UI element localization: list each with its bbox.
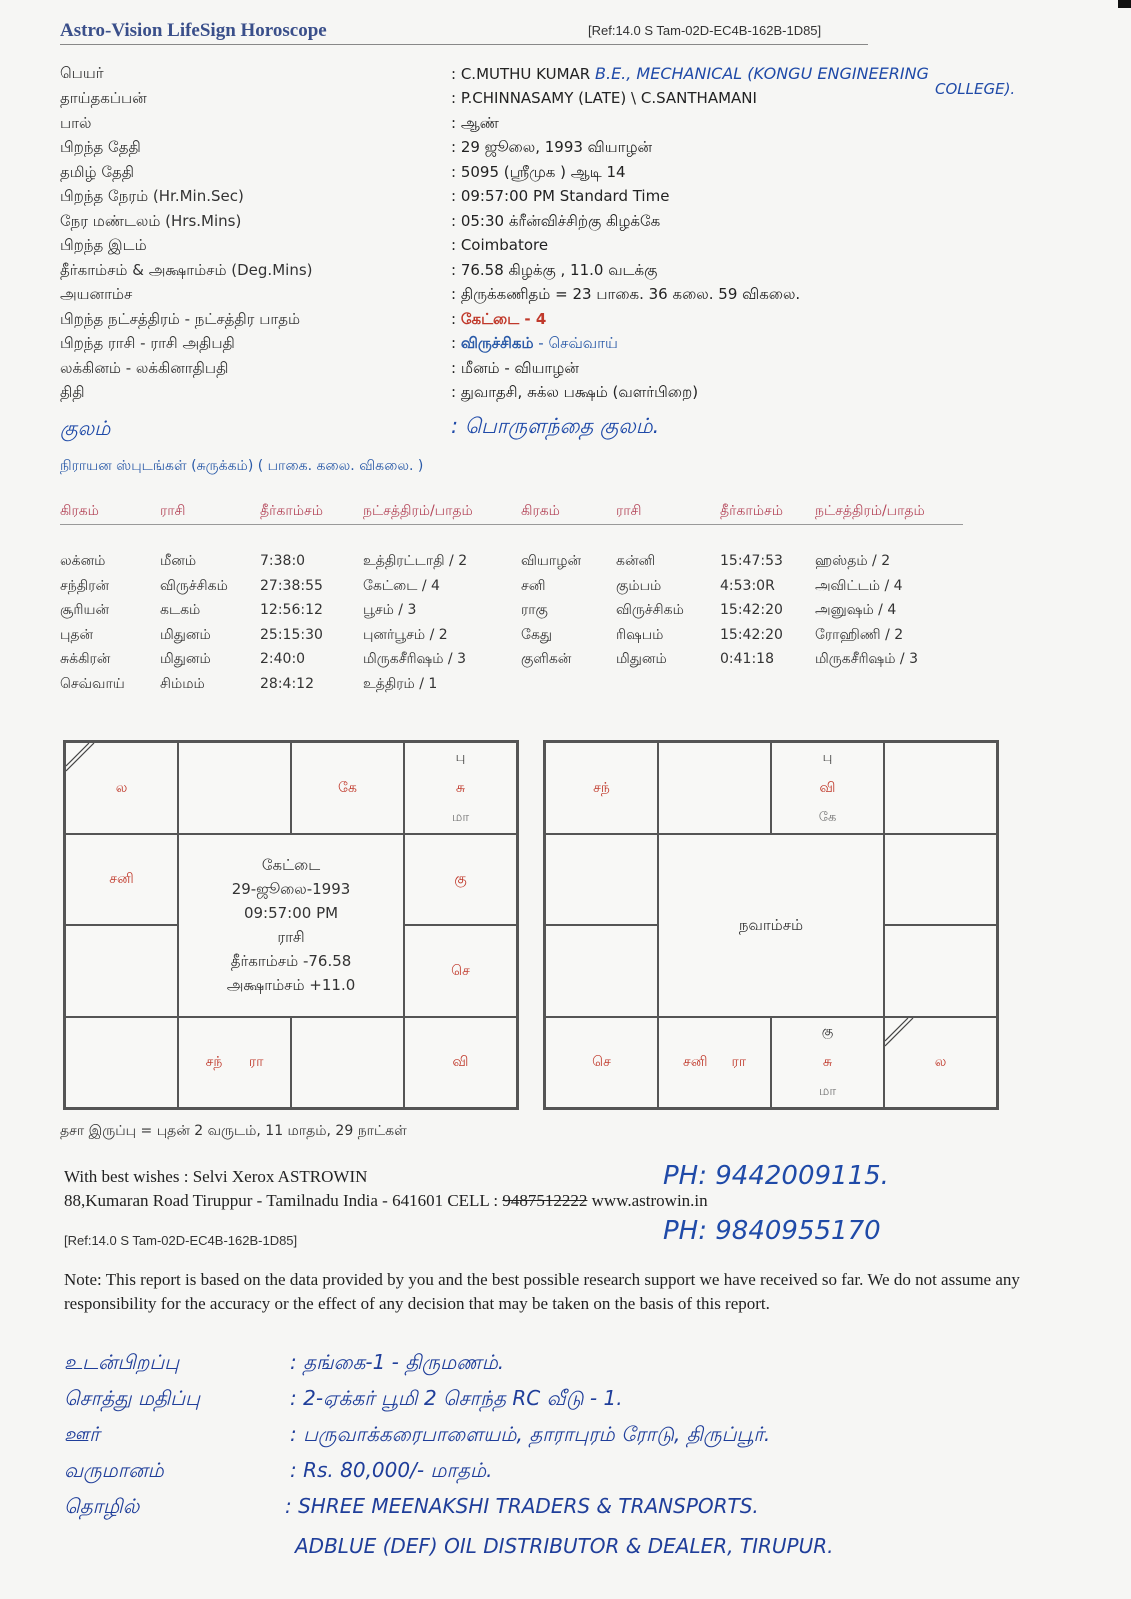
detail-label: தமிழ் தேதி: [60, 163, 135, 181]
rasi-house-c03: [404, 742, 517, 834]
lagna-marker-icon: [885, 1018, 925, 1048]
detail-label: பிறந்த நேரம் (Hr.Min.Sec): [60, 187, 244, 205]
planet-right-cell: மிதுனம்: [616, 651, 667, 667]
detail-label: பிறந்த இடம்: [60, 236, 147, 254]
planet-right-cell: 15:42:20: [720, 602, 783, 618]
planets-title: நிராயன ஸ்புடங்கள் (சுருக்கம்) ( பாகை. கலை. விகலை. ): [60, 458, 424, 474]
hw-label: சொத்து மதிப்பு: [64, 1386, 201, 1410]
detail-label: பால்: [60, 114, 92, 132]
rasi-center-line: தீர்காம்சம் -76.58: [230, 952, 352, 970]
planet-table-header: [60, 503, 963, 525]
dasa-balance: தசா இருப்பு = புதன் 2 வருடம், 11 மாதம், 29 நாட்கள்: [60, 1123, 407, 1139]
planet-right-cell: கன்னி: [616, 553, 656, 569]
hw-value: ADBLUE (DEF) OIL DISTRIBUTOR & DEALER, TIRUPUR.: [295, 1534, 834, 1558]
footer-cell: 9487512222: [502, 1191, 588, 1210]
col-header: தீர்காம்சம்: [720, 503, 783, 519]
rasi-planet-label: சு: [455, 779, 466, 796]
planet-left-cell: உத்திரம் / 1: [363, 675, 438, 692]
navamsa-house-c13: [884, 834, 997, 926]
planet-right-cell: 4:53:0R: [720, 577, 775, 594]
navamsa-center-line: நவாம்சம்: [738, 916, 804, 934]
navamsa-house-c32: [771, 1017, 884, 1109]
col-header: நட்சத்திரம்/பாதம்: [363, 503, 473, 519]
rasi-planet-label: ரா: [248, 1054, 264, 1071]
planet-left-cell: கடகம்: [160, 602, 201, 618]
navamsa-house-c02: [771, 742, 884, 834]
navamsa-house-c01: [658, 742, 771, 834]
navamsa-house-c00: [545, 742, 658, 834]
detail-label: பிறந்த நட்சத்திரம் - நட்சத்திர பாதம்: [60, 310, 301, 328]
footer-ref: [Ref:14.0 S Tam-02D-EC4B-162B-1D85]: [64, 1233, 298, 1248]
rasi-planet-label: மா: [451, 809, 470, 825]
rasi-center-line: கேட்டை: [261, 856, 321, 874]
detail-value: : திருக்கணிதம் = 23 பாகை. 36 கலை. 59 விகலை.: [451, 285, 801, 303]
planet-right-cell: விருச்சிகம்: [616, 602, 684, 618]
detail-label: தீர்காம்சம் & அக்ஷாம்சம் (Deg.Mins): [60, 261, 313, 279]
detail-label: பெயர்: [60, 64, 104, 82]
detail-label: தாய்தகப்பன்: [60, 89, 147, 107]
col-header: ராசி: [160, 503, 186, 519]
hw-label: தொழில்: [64, 1494, 140, 1518]
detail-value: : விருச்சிகம் - செவ்வாய்: [451, 334, 618, 352]
rasi-planet-label: வி: [452, 1054, 469, 1071]
detail-label: லக்கினம் - லக்கினாதிபதி: [60, 359, 229, 377]
planet-left-cell: 27:38:55: [260, 577, 323, 594]
planet-right-cell: அனுஷம் / 4: [815, 602, 897, 618]
rasi-house-c31: [178, 1017, 291, 1109]
rasi-house-c02: [291, 742, 404, 834]
planet-right-cell: ஹஸ்தம் / 2: [815, 553, 891, 569]
navamsa-planet-label: ல: [934, 1054, 947, 1071]
planet-left-cell: புனர்பூசம் / 2: [363, 626, 448, 643]
rasi-planet-label: சனி: [109, 871, 134, 888]
rasi-center-line: ராசி: [277, 928, 305, 946]
detail-value: : ஆண்: [451, 114, 499, 132]
detail-value: : Coimbatore: [451, 236, 549, 254]
navamsa-chart: [543, 740, 999, 1110]
navamsa-house-c30: [545, 1017, 658, 1109]
planet-left-cell: மீனம்: [160, 553, 197, 569]
rasi-planet-label: சந்: [205, 1054, 223, 1071]
handwritten-phone-1: PH: 9442009115.: [663, 1161, 889, 1191]
rasi-chart: [63, 740, 519, 1110]
navamsa-planet-label: கே: [818, 809, 837, 825]
navamsa-house-c31: [658, 1017, 771, 1109]
header-divider: [60, 44, 868, 45]
detail-value: : 76.58 கிழக்கு , 11.0 வடக்கு: [451, 261, 658, 279]
rasi-center-line: 09:57:00 PM: [243, 904, 339, 922]
planet-left-cell: சந்திரன்: [60, 577, 110, 594]
detail-value: : துவாதசி, சுக்ல பக்ஷம் (வளர்பிறை): [451, 383, 699, 401]
hw-value: : தங்கை-1 - திருமணம்.: [290, 1350, 505, 1374]
planet-right-cell: வியாழன்: [521, 553, 582, 569]
rasi-house-c30: [65, 1017, 178, 1109]
planet-right-cell: ரோஹிணி / 2: [815, 626, 904, 643]
report-ref: [Ref:14.0 S Tam-02D-EC4B-162B-1D85]: [588, 23, 822, 38]
handwritten-kulam-label: குலம்: [60, 416, 111, 440]
detail-label: திதி: [60, 383, 85, 401]
detail-value: : மீனம் - வியாழன்: [451, 359, 579, 377]
planet-right-cell: கும்பம்: [616, 577, 662, 594]
planet-left-cell: 7:38:0: [260, 553, 306, 569]
detail-label: பிறந்த ராசி - ராசி அதிபதி: [60, 334, 235, 352]
footer-wishes: With best wishes : Selvi Xerox ASTROWIN: [64, 1167, 368, 1186]
detail-value: : கேட்டை - 4: [451, 310, 547, 328]
planet-left-cell: மிருகசீரிஷம் / 3: [363, 651, 466, 667]
detail-value: : 09:57:00 PM Standard Time: [451, 187, 670, 205]
planet-left-cell: 2:40:0: [260, 651, 306, 667]
navamsa-planet-label: ரா: [731, 1054, 747, 1071]
detail-label: பிறந்த தேதி: [60, 138, 141, 156]
hw-label: உடன்பிறப்பு: [64, 1350, 180, 1374]
planet-left-cell: புதன்: [60, 626, 94, 643]
detail-value: : 5095 (ஸ்ரீமுக ) ஆடி 14: [451, 163, 626, 181]
navamsa-planet-label: செ: [592, 1054, 611, 1071]
handwritten-college: COLLEGE).: [935, 80, 1016, 98]
planet-left-cell: பூசம் / 3: [363, 602, 417, 618]
rasi-planet-label: பு: [455, 749, 466, 765]
planet-left-cell: 28:4:12: [260, 675, 314, 692]
hw-value: : 2-ஏக்கர் பூமி 2 சொந்த RC வீடு - 1.: [290, 1386, 623, 1410]
rasi-house-c10: [65, 834, 178, 926]
planet-left-cell: 12:56:12: [260, 602, 323, 618]
rasi-planet-label: கு: [454, 871, 467, 888]
rasi-center-line: 29-ஜூலை-1993: [231, 880, 351, 898]
planet-left-cell: விருச்சிகம்: [160, 577, 228, 594]
planet-right-cell: சனி: [521, 577, 546, 594]
planet-right-cell: கேது: [521, 626, 553, 643]
planet-left-cell: 25:15:30: [260, 626, 323, 643]
hw-label: ஊர்: [64, 1422, 100, 1446]
rasi-house-c33: [404, 1017, 517, 1109]
planet-right-cell: ரிஷபம்: [616, 626, 664, 643]
col-header: தீர்காம்சம்: [260, 503, 323, 519]
handwritten-phone-2: PH: 9840955170: [663, 1216, 881, 1246]
col-header: ராசி: [616, 503, 642, 519]
hw-label: வருமானம்: [64, 1458, 164, 1482]
rasi-center-line: அக்ஷாம்சம் +11.0: [226, 976, 356, 994]
planet-right-cell: ராகு: [521, 602, 548, 618]
corner-mark: [1118, 0, 1131, 8]
detail-value: : 29 ஜூலை, 1993 வியாழன்: [451, 138, 653, 156]
planet-left-cell: கேட்டை / 4: [363, 577, 440, 594]
planet-left-cell: சிம்மம்: [160, 675, 205, 692]
planet-right-cell: மிருகசீரிஷம் / 3: [815, 651, 918, 667]
col-header: கிரகம்: [60, 503, 99, 519]
hw-value: : SHREE MEENAKSHI TRADERS & TRANSPORTS.: [285, 1494, 759, 1518]
hw-value: : Rs. 80,000/- மாதம்.: [290, 1458, 493, 1482]
planet-left-cell: சூரியன்: [60, 602, 110, 618]
detail-value: : P.CHINNASAMY (LATE) \ C.SANTHAMANI: [451, 89, 757, 107]
planet-right-cell: 15:47:53: [720, 553, 783, 569]
planet-left-cell: லக்னம்: [60, 553, 106, 569]
planet-right-cell: 0:41:18: [720, 651, 774, 667]
planet-right-cell: 15:42:20: [720, 626, 783, 643]
hw-value: : பருவாக்கரைபாளையம், தாராபுரம் ரோடு, திருப்பூர்.: [290, 1422, 771, 1446]
detail-label: நேர மண்டலம் (Hrs.Mins): [60, 212, 242, 230]
planet-right-cell: அவிட்டம் / 4: [815, 577, 903, 594]
navamsa-chart-center: [658, 834, 884, 1017]
navamsa-house-c20: [545, 925, 658, 1017]
rasi-house-c32: [291, 1017, 404, 1109]
rasi-house-c20: [65, 925, 178, 1017]
navamsa-planet-label: பு: [822, 749, 833, 765]
navamsa-planet-label: சு: [822, 1054, 833, 1071]
col-header: நட்சத்திரம்/பாதம்: [815, 503, 925, 519]
detail-label: அயனாம்ச: [60, 285, 133, 303]
detail-value-name: : C.MUTHU KUMAR B.E., MECHANICAL (KONGU ENGINEERING: [451, 64, 929, 83]
planet-left-cell: உத்திரட்டாதி / 2: [363, 553, 468, 569]
detail-value: : 05:30 க்ரீன்விச்சிற்கு கிழக்கே: [451, 212, 661, 230]
navamsa-house-c03: [884, 742, 997, 834]
navamsa-house-c23: [884, 925, 997, 1017]
navamsa-house-c10: [545, 834, 658, 926]
rasi-planet-label: கே: [338, 779, 357, 796]
disclaimer-note: Note: This report is based on the data provided by you and the best possible research support we have received so far. We do not assume any responsibility for the accuracy or the effect of any decision that may be taken on the basis of this report.: [64, 1270, 1020, 1313]
navamsa-planet-label: கு: [821, 1024, 834, 1040]
footer-address: 88,Kumaran Road Tiruppur - Tamilnadu India - 641601 CELL : 9487512222 www.astrowin.in: [64, 1191, 708, 1210]
lagna-marker-icon: [66, 743, 106, 773]
col-header: கிரகம்: [521, 503, 560, 519]
navamsa-planet-label: மா: [818, 1084, 837, 1100]
planet-right-cell: குளிகன்: [521, 651, 572, 667]
rasi-house-c13: [404, 834, 517, 926]
report-title: Astro-Vision LifeSign Horoscope: [60, 20, 327, 41]
rasi-house-c01: [178, 742, 291, 834]
planet-left-cell: சுக்கிரன்: [60, 651, 111, 667]
navamsa-planet-label: சனி: [682, 1054, 708, 1071]
planet-left-cell: மிதுனம்: [160, 651, 211, 667]
handwritten-qualification: B.E., MECHANICAL (KONGU ENGINEERING: [595, 64, 929, 83]
planet-table-body: [60, 553, 963, 703]
rasi-planet-label: ல: [115, 779, 128, 796]
rasi-chart-center: [178, 834, 404, 1017]
navamsa-planet-label: சந்: [593, 779, 610, 796]
handwritten-kulam-value: : பொருளந்தை குலம்.: [451, 414, 660, 438]
planet-left-cell: செவ்வாய்: [60, 675, 125, 692]
rasi-house-c23: [404, 925, 517, 1017]
rasi-planet-label: செ: [451, 962, 470, 979]
planet-left-cell: மிதுனம்: [160, 626, 211, 643]
navamsa-planet-label: வி: [819, 779, 836, 796]
